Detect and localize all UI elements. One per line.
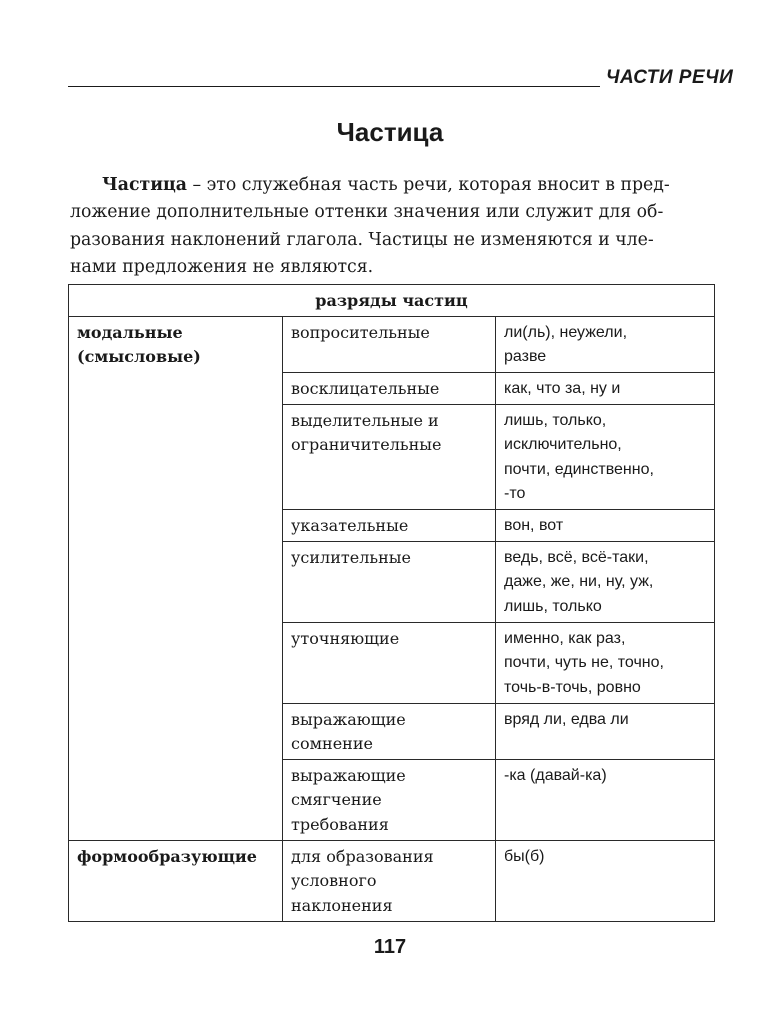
group-formative: формообразующие [69,840,283,921]
examples-cell [496,759,715,840]
category-line: указательные [291,515,409,535]
example-line: разве [504,348,547,365]
example-line: -то [504,485,526,502]
category-cell [283,541,496,622]
example-line: ведь, всё, всё-таки, [504,548,649,566]
table-header-row [69,285,715,317]
example-line: даже, же, ни, ну, уж, [504,573,654,590]
category-cell [283,509,496,541]
intro-term: Частица [102,175,187,195]
examples-cell [496,703,715,759]
running-header: ЧАСТИ РЕЧИ [606,67,734,88]
page-title: Частица [336,117,444,147]
category-cell [283,622,496,703]
example-line: бы(б) [504,847,545,865]
example-line: исключительно, [504,436,622,453]
category-line: выражающие [291,765,406,785]
intro-line-2: ложение дополнительные оттенки значения или служит для об- [70,202,664,223]
example-line: почти, чуть не, точно, [504,654,664,671]
example-line: почти, единственно, [504,460,654,478]
intro-line-3: разования наклонений глагола. Частицы не изменяются и чле- [70,229,654,250]
examples-cell [496,541,715,622]
table-header: разряды частиц [69,285,715,317]
example-line: точь-в-точь, ровно [504,678,641,696]
category-cell [283,372,496,404]
examples-cell [496,372,715,404]
particle-categories-table [68,284,715,922]
category-line: вопросительные [291,322,430,342]
category-line: выражающие [291,709,406,729]
group-modal [69,316,283,840]
table-row [69,840,715,921]
category-line: для образования [291,846,434,866]
category-line: сомнение [291,734,373,753]
example-line: ли(ль), неужели, [504,323,628,341]
page-number: 117 [373,936,407,958]
intro-line-1 [70,172,714,199]
group-modal-line-2: (смысловые) [77,347,201,366]
category-line: требования [291,814,389,834]
header-rule [68,86,600,87]
category-line: выделительные и [291,410,439,430]
category-cell [283,840,496,921]
example-line: лишь, только [504,597,602,615]
example-line: именно, как раз, [504,629,626,647]
examples-cell [496,840,715,921]
category-line: смягчение [291,790,382,809]
examples-cell [496,404,715,509]
examples-cell [496,509,715,541]
category-line: ограничительные [291,435,442,454]
category-line: условного [291,871,377,890]
intro-paragraph [70,172,714,281]
group-modal-line-1: модальные [77,322,183,342]
intro-line-1-text: – это служебная часть речи, которая вносит в пред- [187,175,670,195]
category-line: восклицательные [291,378,440,398]
example-line: вряд ли, едва ли [504,710,629,728]
intro-line-4: нами предложения не являются. [70,256,374,277]
table-row [69,316,715,372]
category-cell [283,703,496,759]
examples-cell [496,316,715,372]
example-line: как, что за, ну и [504,379,621,397]
category-cell [283,316,496,372]
examples-cell [496,622,715,703]
category-cell [283,759,496,840]
category-cell [283,404,496,509]
example-line: -ка (давай-ка) [504,766,607,784]
example-line: вон, вот [504,516,564,534]
example-line: лишь, только, [504,411,607,429]
category-line: наклонения [291,895,393,915]
category-line: уточняющие [291,628,400,648]
category-line: усилительные [291,547,411,567]
